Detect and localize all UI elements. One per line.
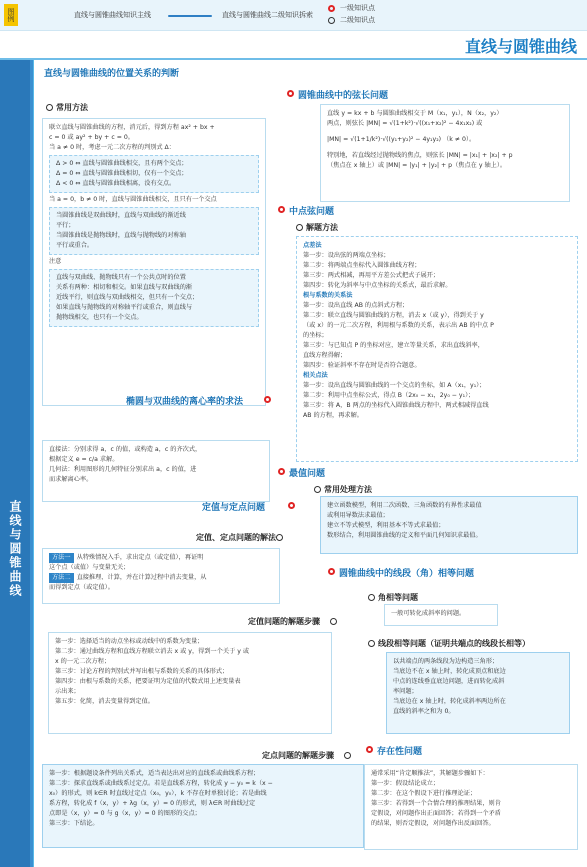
m3-step: AB 的方程，再求解。 — [303, 412, 363, 419]
case-item: Δ = 0 ⇔ 直线与圆锥曲线相切，仅有一个交点； — [56, 170, 188, 177]
m2-step: 第一步：设出直线 AB 的点斜式方程； — [303, 302, 409, 309]
existence-node-icon — [366, 746, 373, 753]
method1-text: 这个点（或值）与变量无关； — [49, 564, 130, 571]
m2-step: 第四步：验证斜率不存在时是否符合题意。 — [303, 362, 421, 369]
angle-node-icon — [328, 568, 335, 575]
point-steps-node-icon — [344, 752, 351, 759]
value-steps-label: 定值问题的解题步骤 — [248, 617, 320, 626]
value-steps-box — [48, 632, 332, 734]
value-step: 第一步：选择适当的动点坐标或动线中的系数为变量； — [55, 638, 204, 645]
m2-step: 的坐标； — [303, 332, 328, 339]
extreme-item: 建立不等式模型，利用基本不等式求最值； — [327, 522, 445, 529]
method1-tag: 方法一 — [49, 553, 74, 563]
m2-step: 第二步：联立直线与圆锥曲线的方程，消去 x（或 y），得到关于 y — [303, 312, 484, 319]
extreme-title: 最值问题 — [289, 469, 326, 479]
chord-line: （焦点在 x 轴上）或 |MN| = |y₁| + |y₂| + p（焦点在 y 轴上）。 — [327, 162, 507, 169]
zero-item: 当圆锥曲线是抛物线时，直线与抛物线的对称轴 — [56, 232, 186, 239]
equal-angle-text: 一般可转化成斜率的问题。 — [391, 610, 466, 617]
method1-text: 从特殊情况入手，求出定点（或定值），再证明 — [76, 554, 204, 561]
note-line: 关系有两种：相切和相交。如果直线与双曲线的渐 — [56, 284, 193, 291]
page-title: 直线与圆锥曲线 — [464, 37, 577, 56]
method-node-icon — [46, 104, 53, 111]
equal-seg-label: 线段相等问题（证明共端点的线段长相等） — [378, 639, 530, 648]
position-intro-line: 当 a ≠ 0 时，考虑一元二次方程的判别式 Δ： — [49, 144, 175, 151]
m3-title: 相关点法 — [303, 372, 328, 379]
ecc-line: 根据定义 e = c/a 求解。 — [49, 456, 119, 463]
existence-line: 第一步：假设结论成立； — [371, 780, 440, 787]
sidebar-label: 直线与圆锥曲线 — [8, 500, 22, 598]
m1-step: 第二步：将两端点坐标代入圆锥曲线方程； — [303, 262, 421, 269]
level2-label: 二级知识点 — [340, 16, 375, 24]
point-step: x₀）的形式，则 k∈R 时直线过定点（x₀，y₀），k 不存在时单独讨论；若是曲线 — [49, 790, 267, 797]
chord-line: |MN| = √(1+1/k²)·√((y₁+y₂)² − 4y₁y₂) （k ≠ 0）。 — [327, 136, 476, 143]
zero-case-text: 当 a = 0，b ≠ 0 时，直线与圆锥曲线相交，且只有一个交点 — [49, 196, 217, 203]
m1-title: 点差法 — [303, 242, 322, 249]
fixed-title: 定值与定点问题 — [202, 503, 266, 513]
chord-line: 特别地，若直线经过抛物线的焦点，则弦长 |MN| = |x₁| + |x₂| + p — [327, 152, 513, 159]
equal-seg-node-icon — [368, 640, 375, 647]
extreme-item: 或利用导数法求最值； — [327, 512, 389, 519]
equal-angle-node-icon — [368, 594, 375, 601]
point-step: 点即是（x，y）= 0 与 g（x，y）= 0 的图形的交点； — [49, 810, 201, 817]
fixed-method-label: 定值、定点问题的解法 — [196, 533, 276, 542]
angle-title: 圆锥曲线中的线段（角）相等问题 — [339, 569, 475, 579]
m2-step: 第三步：与已知点 P 的坐标对应，建立等量关系，求出直线斜率， — [303, 342, 484, 349]
m2-step: （或 x）的一元二次方程，利用根与系数的关系，表示出 AB 的中点 P — [303, 322, 494, 329]
value-step: x 的一元二次方程； — [55, 658, 111, 665]
zero-item: 当圆锥曲线是双曲线时，直线与双曲线的渐近线 — [56, 212, 186, 219]
existence-box — [364, 764, 578, 850]
midpoint-box — [296, 236, 578, 462]
point-step: 第一步：根据题设条件列出关系式，适当表达出对应的直线系或曲线系方程； — [49, 770, 260, 777]
m3-step: 第二步：利用中点坐标公式，得点 B（2x₀ − x₁，2y₀ − y₁）； — [303, 392, 475, 399]
position-method-label: 常用方法 — [56, 103, 88, 112]
m3-step: 第一步：设出直线与圆锥曲线的一个交点的坐标，如 A（x₁，y₁）； — [303, 382, 486, 389]
position-intro-line: 联立直线与圆锥曲线的方程，消元后，得到方程 ax² + bx + — [49, 124, 215, 131]
midpoint-node-icon — [278, 206, 285, 213]
value-step: 示出来； — [55, 688, 80, 695]
point-step: 第三步：下结论。 — [49, 820, 99, 827]
method2-text: 直接推理、计算，并在计算过程中消去变量，从 — [76, 574, 207, 581]
method2-tag: 方法二 — [49, 573, 74, 583]
m2-title: 根与系数的关系法 — [303, 292, 353, 299]
value-steps-node-icon — [330, 618, 337, 625]
position-title: 直线与圆锥曲线的位置关系的判断 — [44, 69, 180, 79]
value-step: 第五步：化简，消去变量得到定值。 — [55, 698, 154, 705]
point-step: 第二步：探求直线系或曲线系过定点。若是直线系方程，转化成 y − y₀ = k（x − — [49, 780, 273, 787]
equal-seg-line: 当底边不在 x 轴上时，转化成顶点和底边 — [393, 668, 506, 675]
ecc-line: 几何法：利用图形的几何特征分别求出 a，c 的值，进 — [49, 466, 197, 473]
m2-step: 直线方程得解； — [303, 352, 347, 359]
value-step: 第三步：讨论方程的判别式并写出根与系数的关系的具体形式； — [55, 668, 229, 675]
value-step: 第四步：由根与系数的关系，把要证明为定值的代数式用上述变量表 — [55, 678, 241, 685]
case-item: Δ > 0 ⇔ 直线与圆锥曲线相交，且有两个交点； — [56, 160, 188, 167]
existence-line: 定假设，对问题作出正面回答；若得到一个矛盾 — [371, 810, 501, 817]
chord-line: 直线 y = kx + b 与圆锥曲线相交于 M（x₁，y₁），N（x₂，y₂） — [327, 110, 503, 117]
fixed-method-node-icon — [276, 534, 283, 541]
eccentricity-box — [42, 440, 270, 502]
method2-text: 而得到定点（或定值）。 — [49, 584, 114, 591]
m1-step: 第三步：两式相减，再用平方差公式把式子展开； — [303, 272, 440, 279]
equal-seg-line: 直线的斜率之和为 0。 — [393, 708, 455, 715]
equal-seg-line: 当底边在 x 轴上时，转化成斜率两边所在 — [393, 698, 506, 705]
point-step: 系方程，转化成 f（x，y）+ λg（x，y）= 0 的形式，则 λ∈R 时曲线过定 — [49, 800, 256, 807]
legend-tag: 图例 — [4, 4, 18, 26]
point-steps-box — [42, 764, 364, 848]
equal-seg-line: 以共端点的两条线段为边构造三角形； — [393, 658, 499, 665]
chord-title: 圆锥曲线中的弦长问题 — [298, 91, 389, 101]
m1-step: 第四步：转化为斜率与中点坐标的关系式，最后求解。 — [303, 282, 452, 289]
chord-line: 两点，则弦长 |MN| = √(1+k²)·√((x₁+x₂)² − 4x₁x₂) 或 — [327, 120, 483, 127]
equal-angle-label: 角相等问题 — [378, 593, 418, 602]
midpoint-method-label: 解题方法 — [306, 223, 338, 232]
existence-line: 通常采用“肯定顺推法”，其解题步骤如下： — [371, 770, 489, 777]
m3-step: 第三步：将 A，B 两点的坐标代入圆锥曲线方程中，两式相减得直线 — [303, 402, 489, 409]
m1-step: 第一步：设出弦的两端点坐标； — [303, 252, 390, 259]
equal-angle-box — [384, 604, 498, 626]
note-line: 抛物线相交，也只有一个交点。 — [56, 314, 143, 321]
existence-title: 存在性问题 — [377, 747, 423, 757]
existence-line: 的结果，则否定假设，对问题作出反面回答。 — [371, 820, 495, 827]
chord-node-icon — [287, 90, 294, 97]
position-box — [42, 118, 266, 406]
note-label: 注意 — [49, 258, 62, 265]
zero-item: 平行或重合。 — [56, 242, 94, 249]
extreme-item: 数形结合，利用圆锥曲线的定义和平面几何知识求最值。 — [327, 532, 482, 539]
zero-case-items — [49, 207, 259, 255]
note-line: 近线平行，则直线与双曲线相交，但只有一个交点； — [56, 294, 199, 301]
fixed-method-box — [42, 548, 280, 604]
eccentricity-title: 椭圆与双曲线的离心率的求法 — [126, 397, 244, 407]
discriminant-cases — [49, 155, 259, 193]
equal-seg-line: 率问题； — [393, 688, 418, 695]
ecc-line: 直接法：分别求得 a，c 的值，或构造 a，c 的齐次式， — [49, 446, 202, 453]
existence-line: 第二步：在这个假设下进行推理论证； — [371, 790, 477, 797]
equal-seg-line: 中点的连线垂直底边问题，进而转化成斜 — [393, 678, 505, 685]
level1-label: 一级知识点 — [340, 4, 375, 12]
eccentricity-node-icon — [264, 396, 271, 403]
case-item: Δ < 0 ⇔ 直线与圆锥曲线相离，没有交点。 — [56, 180, 176, 187]
extreme-item: 建立函数模型，利用二次函数、三角函数的有界性求最值 — [327, 502, 482, 509]
ecc-line: 而求解离心率。 — [49, 476, 93, 483]
extreme-method-node-icon — [314, 486, 321, 493]
main-line-label: 直线与圆锥曲线知识主线 — [74, 11, 151, 19]
extreme-box — [320, 496, 578, 554]
note-line: 直线与双曲线、抛物线只有一个公共点时的位置 — [56, 274, 186, 281]
position-intro-line: c = 0 或 ay² + by + c = 0。 — [49, 134, 134, 141]
zero-item: 平行； — [56, 222, 75, 229]
value-step: 第二步：通过曲线方程和直线方程联立消去 x 或 y，得到一个关于 y 或 — [55, 648, 250, 655]
equal-seg-box — [386, 652, 570, 734]
extreme-method-label: 常用处理方法 — [324, 485, 372, 494]
extreme-node-icon — [278, 468, 285, 475]
note-box — [49, 269, 259, 327]
existence-line: 第三步：若得到一个合情合理的推理结果，则肯 — [371, 800, 501, 807]
fixed-node-icon — [288, 502, 295, 509]
chord-box — [320, 104, 570, 202]
sub-line-label: 直线与圆锥曲线二级知识拆索 — [222, 11, 313, 19]
midpoint-method-node-icon — [296, 224, 303, 231]
note-line: 如果直线与抛物线的对称轴平行或重合，则直线与 — [56, 304, 193, 311]
point-steps-label: 定点问题的解题步骤 — [262, 751, 334, 760]
main-content — [34, 60, 587, 867]
midpoint-title: 中点弦问题 — [289, 207, 335, 217]
